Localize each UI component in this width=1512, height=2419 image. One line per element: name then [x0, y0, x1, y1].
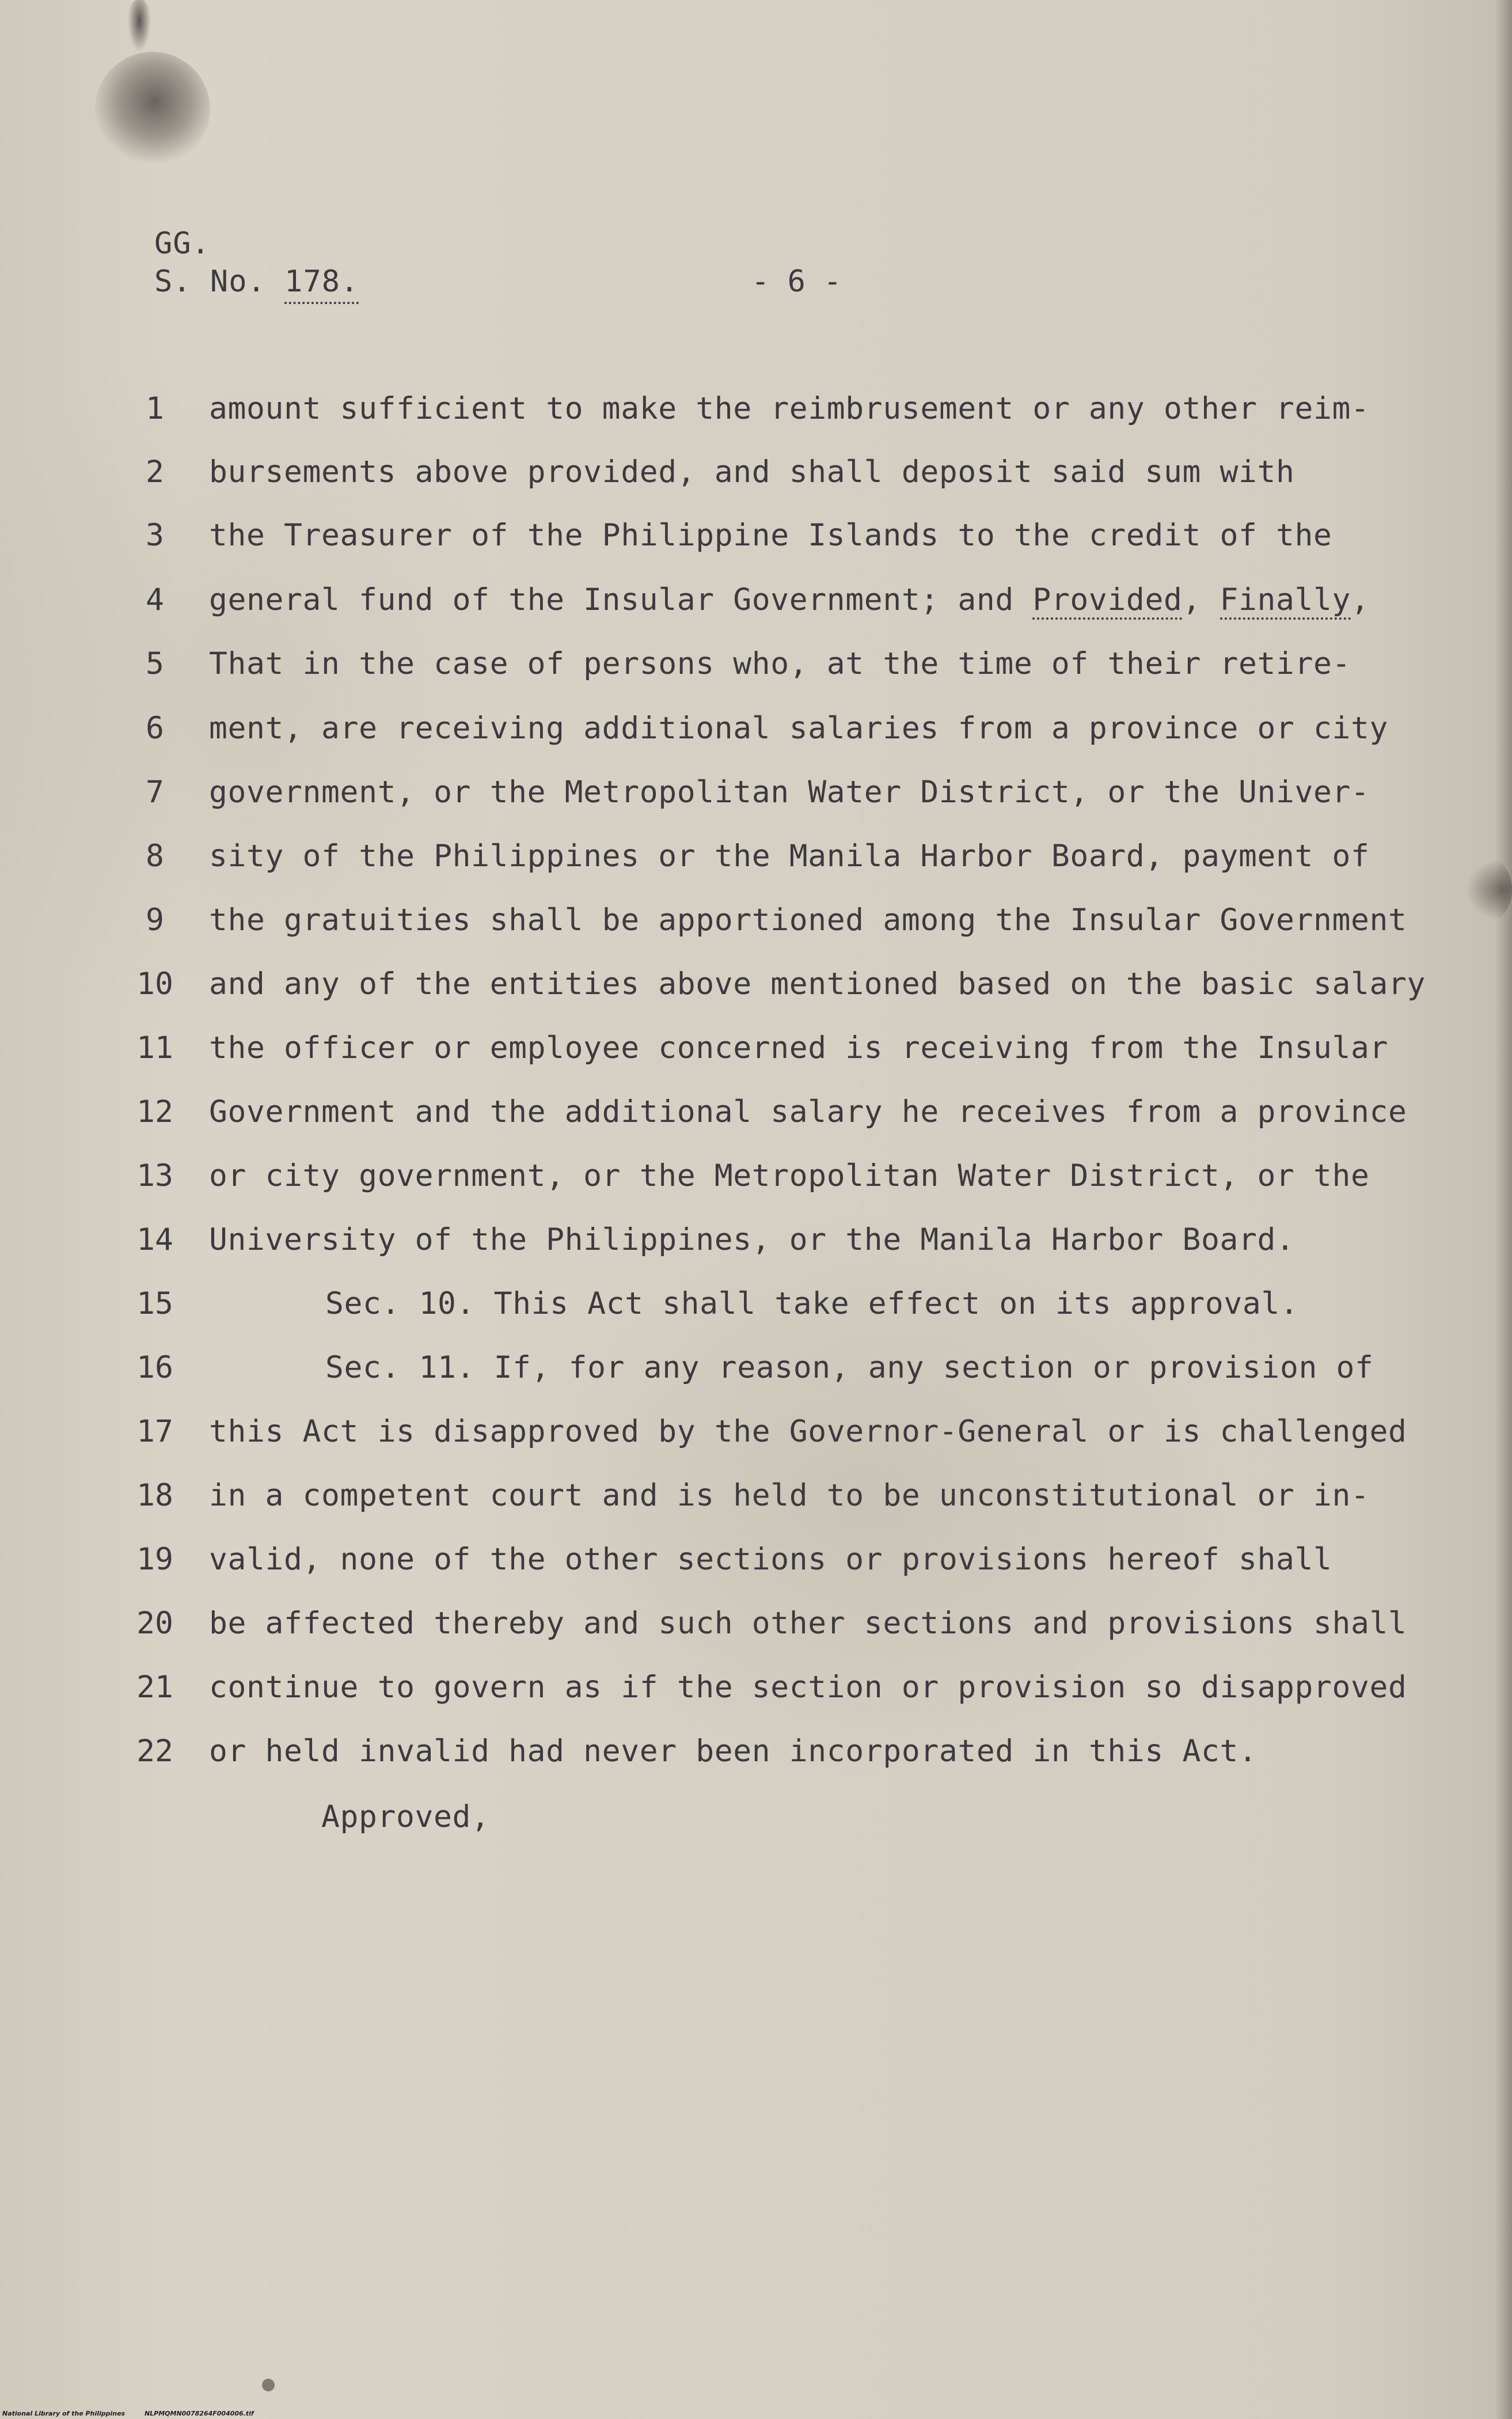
line-number: 11: [136, 1030, 173, 1066]
line-text: ment, are receiving additional salaries from a province or city: [209, 711, 1389, 746]
text-line: [0, 1667, 1512, 1732]
line-text: That in the case of persons who, at the time of their retire-: [209, 646, 1351, 681]
line-number: 20: [136, 1606, 173, 1641]
line-text: or held invalid had never been incorporated in this Act.: [209, 1734, 1258, 1769]
closing-approved: Approved,: [321, 1799, 490, 1834]
line-number: 9: [146, 903, 164, 938]
bill-number: 178.: [284, 263, 359, 304]
line-number: 8: [146, 839, 164, 874]
line-text-part: ,: [1351, 582, 1370, 617]
text-line: [0, 1412, 1512, 1476]
line-number: 5: [146, 646, 164, 681]
line-number: 15: [136, 1286, 173, 1321]
text-line: [0, 900, 1512, 965]
line-text: sity of the Philippines or the Manila Harbor Board, payment of: [209, 839, 1370, 874]
text-line: [0, 1348, 1512, 1412]
text-line: [0, 964, 1512, 1029]
text-line: [0, 836, 1512, 901]
line-text: in a competent court and is held to be unconstitutional or in-: [209, 1478, 1370, 1513]
file-name: NLPMQMN0078264F004006.tif: [144, 2410, 254, 2417]
line-number: 13: [136, 1158, 173, 1193]
line-number: 3: [146, 518, 164, 553]
line-number: 4: [146, 582, 164, 617]
text-line: [0, 1028, 1512, 1093]
line-text: [209, 580, 1370, 620]
line-text: and any of the entities above mentioned based on the basic salary: [209, 966, 1426, 1002]
underlined-provided: Provided: [1032, 582, 1182, 620]
line-text: be affected thereby and such other sections and provisions shall: [209, 1606, 1407, 1641]
line-text: government, or the Metropolitan Water District, or the Univer-: [209, 775, 1370, 810]
header-prefix: GG.: [154, 226, 210, 261]
line-number: 2: [146, 454, 164, 490]
text-line: [0, 1603, 1512, 1668]
text-line: [0, 1092, 1512, 1157]
page-number: - 6 -: [751, 264, 842, 299]
text-line: [0, 452, 1512, 517]
line-text: Sec. 11. If, for any reason, any section or provision of: [325, 1350, 1374, 1385]
line-number: 22: [136, 1734, 173, 1769]
line-text-part: ,: [1182, 582, 1220, 617]
text-line: [0, 580, 1512, 644]
text-line: [0, 1540, 1512, 1604]
line-number: 21: [136, 1670, 173, 1705]
line-number: 6: [146, 711, 164, 746]
line-text: the officer or employee concerned is receiving from the Insular: [209, 1030, 1389, 1066]
line-number: 12: [136, 1094, 173, 1129]
text-line: [0, 708, 1512, 773]
line-text: this Act is disapproved by the Governor-General or is challenged: [209, 1414, 1407, 1449]
text-line: [0, 1731, 1512, 1796]
line-text: University of the Philippines, or the Manila Harbor Board.: [209, 1222, 1295, 1257]
line-text: or city government, or the Metropolitan Water District, or the: [209, 1158, 1370, 1193]
bill-reference: [154, 263, 359, 304]
line-number: 18: [136, 1478, 173, 1513]
text-line: [0, 1156, 1512, 1220]
line-number: 14: [136, 1222, 173, 1257]
text-line: [0, 515, 1512, 580]
line-number: 1: [146, 391, 164, 426]
text-line: [0, 1220, 1512, 1284]
text-line: [0, 644, 1512, 708]
line-text: Sec. 10. This Act shall take effect on its approval.: [325, 1286, 1299, 1321]
line-text: bursements above provided, and shall deposit said sum with: [209, 454, 1295, 490]
underlined-finally: Finally: [1220, 582, 1351, 620]
line-number: 7: [146, 775, 164, 810]
line-text: amount sufficient to make the reimbrusement or any other reim-: [209, 391, 1370, 426]
line-text-part: general fund of the Insular Government; and: [209, 582, 1033, 617]
document-header: [154, 225, 359, 304]
line-text: valid, none of the other sections or provisions hereof shall: [209, 1542, 1332, 1577]
line-number: 10: [136, 966, 173, 1002]
text-line: [0, 772, 1512, 837]
line-text: the gratuities shall be apportioned among the Insular Government: [209, 903, 1407, 938]
line-text: Government and the additional salary he receives from a province: [209, 1094, 1407, 1129]
bill-label: S. No.: [154, 264, 266, 299]
line-text: the Treasurer of the Philippine Islands to the credit of the: [209, 518, 1332, 553]
archive-footer: [2, 2410, 254, 2417]
line-number: 17: [136, 1414, 173, 1449]
line-number: 19: [136, 1542, 173, 1577]
text-line: [0, 389, 1512, 453]
ink-stain-top: [128, 0, 151, 52]
ink-smudge: [74, 31, 231, 188]
line-text: continue to govern as if the section or provision so disapproved: [209, 1670, 1407, 1705]
line-number: 16: [136, 1350, 173, 1385]
text-line: [0, 1476, 1512, 1540]
text-line: [0, 1284, 1512, 1348]
library-credit: National Library of the Philippines: [2, 2410, 126, 2417]
ink-dot: [262, 2379, 275, 2391]
